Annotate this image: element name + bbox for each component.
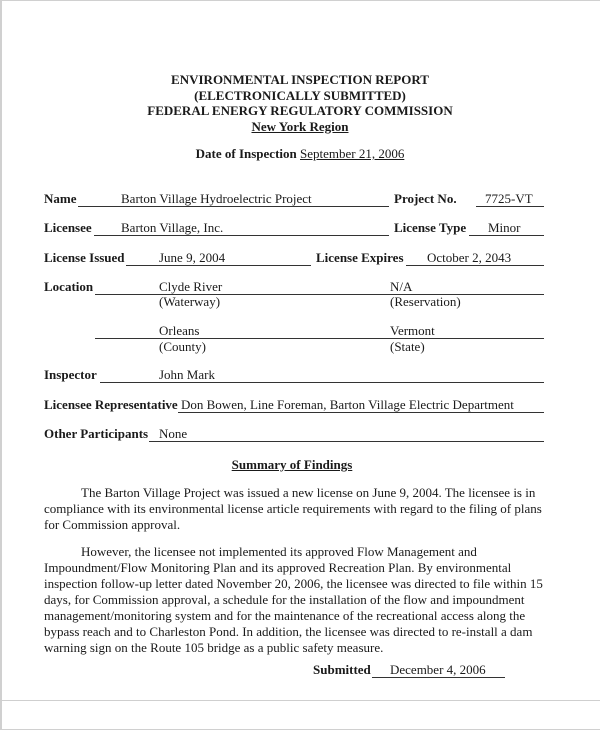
report-subtitle: (ELECTRONICALLY SUBMITTED) xyxy=(194,87,406,103)
license-type-value: Minor xyxy=(488,220,521,235)
county-caption: (County) xyxy=(159,339,206,354)
license-type-label: License Type xyxy=(394,220,467,235)
licensee-row xyxy=(44,220,544,236)
state-value: Vermont xyxy=(390,323,435,338)
submitted-value: December 4, 2006 xyxy=(390,662,486,677)
licensee-representative-value: Don Bowen, Line Foreman, Barton Village Electric Department xyxy=(181,397,514,412)
location-line-1 xyxy=(95,279,544,295)
license-issued-field xyxy=(126,250,311,266)
state-caption: (State) xyxy=(390,339,425,354)
other-participants-label: Other Participants xyxy=(44,426,149,441)
name-label: Name xyxy=(44,191,77,206)
location-label: Location xyxy=(44,279,94,294)
licensee-label: Licensee xyxy=(44,220,92,235)
summary-title: Summary of Findings xyxy=(231,457,353,472)
page-break-line xyxy=(0,700,600,701)
project-no-label: Project No. xyxy=(394,191,457,206)
submitted-field xyxy=(372,662,505,678)
name-value: Barton Village Hydroelectric Project xyxy=(121,191,312,206)
location-line-2 xyxy=(95,323,544,339)
licensee-value: Barton Village, Inc. xyxy=(121,220,224,235)
inspector-value: John Mark xyxy=(159,367,215,382)
waterway-caption: (Waterway) xyxy=(159,294,221,309)
report-header xyxy=(0,72,600,134)
licensee-field xyxy=(94,220,389,236)
reservation-caption: (Reservation) xyxy=(390,294,461,309)
licensee-representative-label: Licensee Representative xyxy=(44,397,178,412)
summary-paragraph-1: The Barton Village Project was issued a new license on June 9, 2004. The licensee is in compliance with its environmental license article requirements with regard to the filing of plans for Commission approval. xyxy=(44,485,542,532)
inspection-date xyxy=(0,146,600,162)
location-block xyxy=(44,279,544,359)
other-participants-value: None xyxy=(159,426,188,441)
project-no-field xyxy=(476,191,544,207)
license-issued-value: June 9, 2004 xyxy=(159,250,226,265)
project-no-value: 7725-VT xyxy=(485,191,533,206)
other-participants-field xyxy=(149,426,544,442)
license-type-field xyxy=(469,220,544,236)
inspector-field xyxy=(100,367,544,383)
inspection-date-label: Date of Inspection xyxy=(195,146,297,161)
report-title: ENVIRONMENTAL INSPECTION REPORT xyxy=(171,72,429,87)
region: New York Region xyxy=(251,118,349,134)
license-dates-row xyxy=(44,250,544,266)
county-value: Orleans xyxy=(159,323,200,338)
summary-paragraph-2: However, the licensee not implemented its approved Flow Management and Impoundment/Flow Monitoring Plan and its approved Recreation Plan. By environmental inspection follow-up letter dated November 20, 2006, the licensee was directed to file within 15 days, for Commission approval, a schedule for the installation of the flow and impoundment management/monitoring system and for the maintenance of the recreational access along the bypass reach and to Charleston Pond. In addition, the licensee was directed to re-install a dam warning sign on the Route 105 bridge as a public safety measure. xyxy=(44,544,543,655)
reservation-value: N/A xyxy=(390,279,413,294)
name-row xyxy=(44,191,544,207)
other-participants-row xyxy=(44,426,544,442)
inspector-label: Inspector xyxy=(44,367,97,382)
licensee-representative-field xyxy=(178,397,544,413)
license-issued-label: License Issued xyxy=(44,250,125,265)
submitted-row xyxy=(313,662,513,678)
name-field xyxy=(78,191,389,207)
license-expires-field xyxy=(406,250,544,266)
inspection-date-value: September 21, 2006 xyxy=(300,146,405,161)
submitted-label: Submitted xyxy=(313,662,371,677)
licensee-representative-row xyxy=(44,397,544,413)
agency-name: FEDERAL ENERGY REGULATORY COMMISSION xyxy=(147,103,453,118)
waterway-value: Clyde River xyxy=(159,279,223,294)
inspector-row xyxy=(44,367,544,383)
license-expires-value: October 2, 2043 xyxy=(427,250,512,265)
license-expires-label: License Expires xyxy=(316,250,404,265)
